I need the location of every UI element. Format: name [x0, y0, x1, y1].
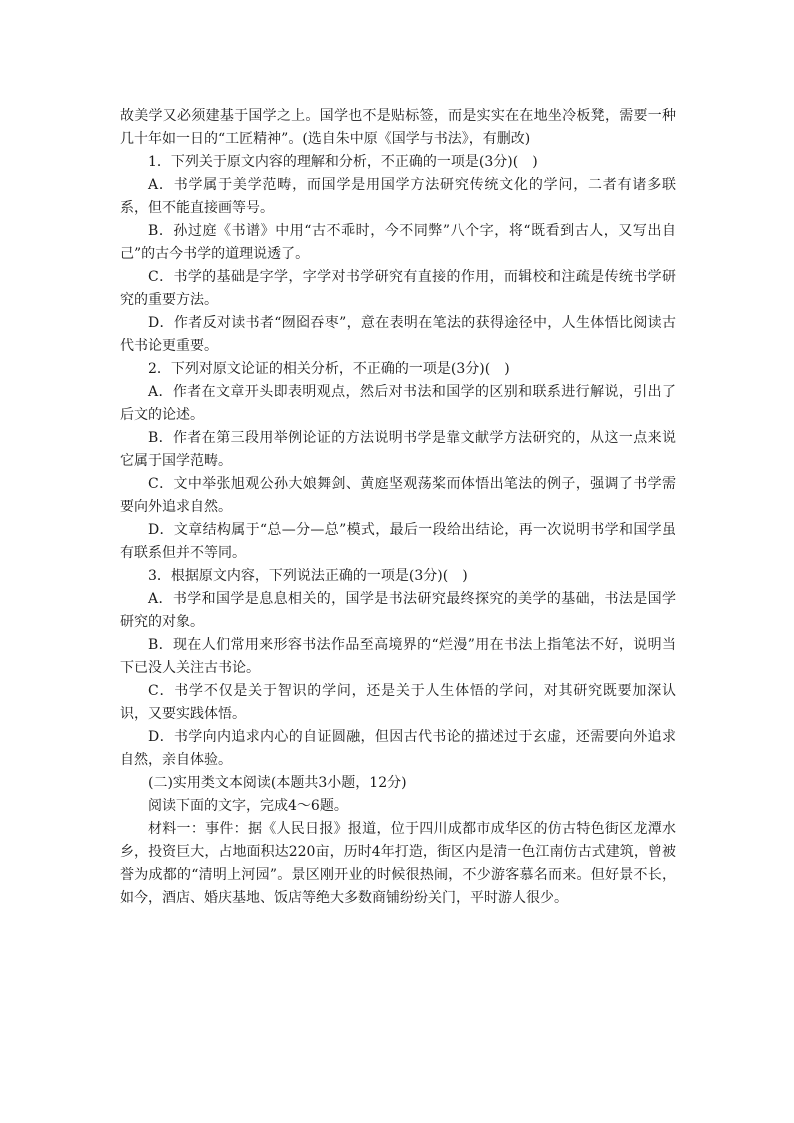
question-1-option-a: A．书学属于美学范畴，而国学是用国学方法研究传统文化的学问，二者有诸多联系，但不能直接画等号。	[120, 177, 676, 216]
question-3-option-c: C．书学不仅是关于智识的学问，还是关于人生体悟的学问，对其研究既要加深认识，又要实践体悟。	[120, 683, 676, 722]
question-2-option-d: D．文章结构属于“总—分—总”模式，最后一段给出结论，再一次说明书学和国学虽有联系但并不等同。	[120, 522, 676, 561]
question-1-option-d: D．作者反对读书者“囫囵吞枣”，意在表明在笔法的获得途径中，人生体悟比阅读古代书论更重要。	[120, 315, 676, 354]
question-2-option-a: A．作者在文章开头即表明观点，然后对书法和国学的区别和联系进行解说，引出了后文的论述。	[120, 384, 676, 423]
question-2-option-c: C．文中举张旭观公孙大娘舞剑、黄庭坚观荡桨而体悟出笔法的例子，强调了书学需要向外追求自然。	[120, 476, 676, 515]
question-1-option-b: B．孙过庭《书谱》中用“古不乖时，今不同弊”八个字，将“既看到古人，又写出自己”的古今书学的道理说透了。	[120, 223, 676, 262]
question-1-option-c: C．书学的基础是字学，字学对书学研究有直接的作用，而辑校和注疏是传统书学研究的重要方法。	[120, 269, 676, 308]
paragraph-passage-ending: 故美学又必须建基于国学之上。国学也不是贴标签，而是实实在在地坐冷板凳，需要一种几十年如一日的“工匠精神”。(选自朱中原《国学与书法》，有删改)	[120, 108, 676, 147]
question-3-option-b: B．现在人们常用来形容书法作品至高境界的“烂漫”用在书法上指笔法不好，说明当下已没人关注古书论。	[120, 637, 676, 676]
question-3: 3．根据原文内容，下列说法正确的一项是(3分)( )	[148, 568, 468, 584]
reading-instruction: 阅读下面的文字，完成4～6题。	[148, 798, 348, 814]
document-body	[120, 105, 676, 910]
question-2: 2．下列对原文论证的相关分析，不正确的一项是(3分)( )	[148, 361, 510, 377]
question-1: 1．下列关于原文内容的理解和分析，不正确的一项是(3分)( )	[148, 154, 538, 170]
question-3-option-d: D．书学向内追求内心的自证圆融，但因古代书论的描述过于玄虚，还需要向外追求自然，亲自体验。	[120, 729, 676, 768]
question-2-option-b: B．作者在第三段用举例论证的方法说明书学是靠文献学方法研究的，从这一点来说它属于国学范畴。	[120, 430, 676, 469]
material-1-paragraph: 材料一：事件：据《人民日报》报道，位于四川成都市成华区的仿古特色街区龙潭水乡，投资巨大，占地面积达220亩，历时4年打造，街区内是清一色江南仿古式建筑，曾被誉为成都的“清明上河园”。景区刚开业的时候很热闹，不少游客慕名而来。但好景不长，如今，酒店、婚庆基地、饭店等绝大多数商铺纷纷关门，平时游人很少。	[120, 821, 676, 906]
question-3-option-a: A．书学和国学是息息相关的，国学是书法研究最终探究的美学的基础，书法是国学研究的对象。	[120, 591, 676, 630]
section-heading-practical-reading: (二)实用类文本阅读(本题共3小题，12分)	[148, 775, 407, 791]
